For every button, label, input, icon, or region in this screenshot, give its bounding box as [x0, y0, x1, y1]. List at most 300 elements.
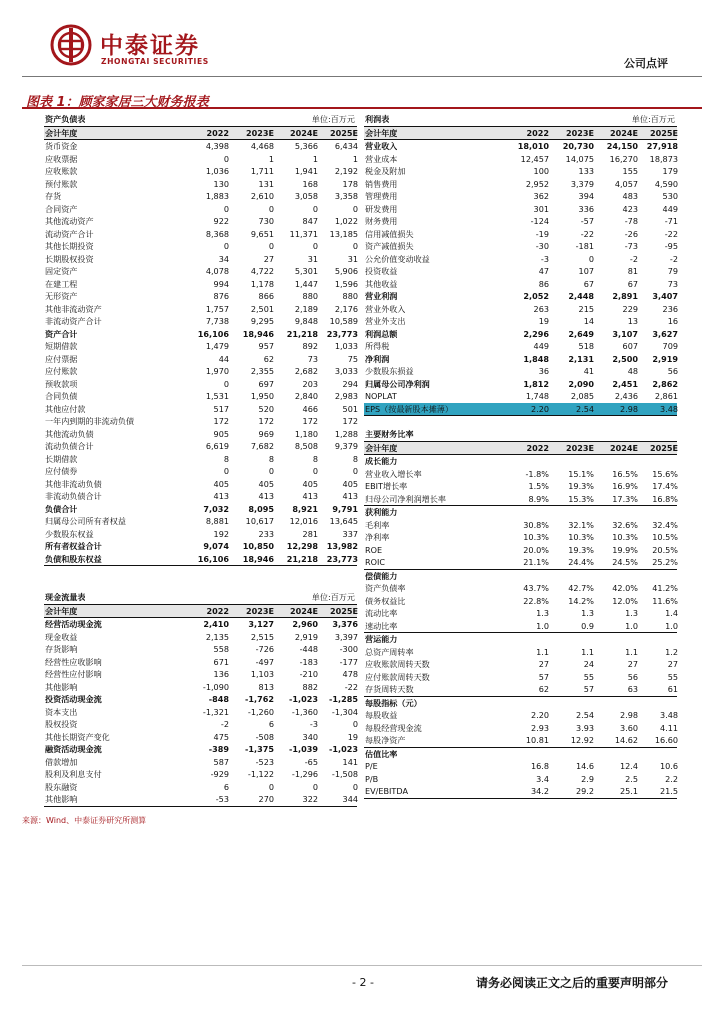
row-value: 61: [667, 684, 678, 694]
row-value: 22.8%: [523, 595, 549, 606]
year-header: 2025E: [649, 442, 678, 453]
row-value: 179: [662, 166, 678, 176]
row-value: 62: [538, 684, 549, 694]
row-value: 301: [533, 203, 549, 214]
row-label: 资产负债率: [365, 583, 406, 593]
year-header: 2023E: [245, 127, 274, 138]
row-value: 19.3%: [568, 481, 594, 491]
row-value: 2,176: [334, 303, 358, 314]
table-bottom-rule: [44, 565, 357, 566]
row-value: 56: [627, 671, 638, 682]
row-value: 4,057: [614, 178, 638, 189]
row-value: 4,398: [205, 141, 229, 151]
row-value: -726: [255, 644, 274, 654]
table-row: [364, 228, 677, 241]
row-value: 2,983: [334, 391, 358, 401]
row-value: 16: [667, 316, 678, 326]
section-row: [364, 455, 677, 468]
row-value: 0: [312, 781, 318, 792]
row-value: 0: [588, 253, 594, 264]
row-value: 215: [578, 303, 594, 314]
row-label: 合同负债: [45, 391, 78, 401]
table-header-row: [364, 126, 677, 141]
row-value: 7,682: [250, 441, 274, 451]
row-value: -1,296: [291, 769, 318, 779]
row-value: 8: [268, 453, 274, 464]
section-row: [364, 505, 677, 519]
row-value: 155: [622, 166, 638, 176]
table-row: [364, 178, 677, 191]
row-value: -2: [669, 253, 678, 264]
row-label: 股东融资: [45, 781, 78, 792]
row-value: 18,873: [649, 153, 678, 164]
row-value: 876: [213, 291, 229, 301]
row-label: 资产合计: [45, 328, 78, 339]
table-row: [364, 519, 677, 532]
row-value: 2,355: [250, 366, 274, 376]
table-row: [44, 153, 357, 166]
row-value: 15.1%: [568, 468, 594, 479]
row-value: 73: [307, 353, 318, 364]
row-value: 0: [312, 466, 318, 476]
table-row: [44, 340, 357, 353]
row-value: 697: [258, 378, 274, 389]
row-value: 1,596: [334, 278, 358, 289]
row-label: 营业收入: [365, 141, 398, 151]
row-label: ROIC: [365, 557, 386, 567]
row-value: 19: [538, 316, 549, 326]
table-row: [364, 328, 677, 341]
row-value: 1.3: [536, 608, 549, 618]
row-value: 18,946: [242, 328, 274, 339]
row-value: 48: [627, 366, 638, 376]
table-row: [44, 756, 357, 769]
row-value: 16,106: [197, 553, 229, 564]
row-value: 1: [352, 153, 358, 164]
row-value: 16.5%: [612, 468, 638, 479]
row-label: EBIT增长率: [365, 481, 408, 491]
row-label: 负债和股东权益: [45, 553, 102, 564]
row-value: -53: [215, 794, 229, 804]
table-row: [364, 153, 677, 166]
row-value: 18,010: [517, 141, 549, 151]
row-value: -210: [299, 669, 318, 679]
row-value: 3.93: [575, 722, 594, 733]
row-value: 47: [538, 266, 549, 276]
section-title: 每股指标（元）: [365, 697, 422, 708]
table-row: [44, 465, 357, 478]
row-value: 413: [258, 491, 274, 501]
row-value: 1,748: [525, 391, 549, 401]
income-and-ratios-table: [364, 113, 677, 799]
table-row: [44, 781, 357, 794]
row-label: 债务权益比: [365, 595, 406, 606]
row-value: 229: [622, 303, 638, 314]
table-row: [44, 718, 357, 731]
row-value: 607: [622, 341, 638, 351]
row-value: 3.48: [659, 710, 678, 720]
row-value: 236: [662, 303, 678, 314]
row-value: -1,762: [245, 694, 274, 704]
row-value: 0: [268, 203, 274, 214]
row-value: 5,906: [334, 266, 358, 276]
table-row: [44, 731, 357, 744]
row-value: 19.9%: [612, 544, 638, 555]
table-row: [44, 303, 357, 316]
document-type: 公司点评: [624, 57, 668, 70]
row-value: 0: [352, 466, 358, 476]
row-label: EPS（按最新股本摊薄）: [365, 403, 453, 414]
row-value: -73: [624, 241, 638, 251]
row-value: 16.60: [654, 735, 678, 745]
table-row: [44, 631, 357, 644]
row-value: 4,468: [250, 141, 274, 151]
table-row: [44, 743, 357, 756]
row-label: 经营性应收影响: [45, 656, 102, 667]
row-value: 922: [213, 216, 229, 226]
year-header: 2024E: [609, 442, 638, 453]
row-label: 存货影响: [45, 644, 78, 654]
row-value: 813: [258, 681, 274, 692]
table-spacer: [364, 416, 677, 428]
row-label: 营业收入增长率: [365, 468, 422, 479]
row-value: 32.6%: [612, 519, 638, 530]
row-label: 流动资产合计: [45, 228, 94, 239]
row-value: 2,436: [614, 391, 638, 401]
row-label: 其他流动资产: [45, 216, 94, 226]
row-value: 2,919: [652, 353, 678, 364]
row-value: 233: [258, 528, 274, 539]
row-value: 192: [213, 528, 229, 539]
row-value: 8.9%: [528, 493, 549, 504]
table-row: [364, 265, 677, 278]
row-value: 558: [213, 644, 229, 654]
row-value: -3: [309, 719, 318, 729]
row-value: -22: [664, 228, 678, 239]
row-value: 14: [583, 316, 594, 326]
row-value: -929: [210, 769, 229, 779]
table-row: [44, 390, 357, 403]
row-value: 8,095: [248, 503, 274, 514]
row-value: 19.3%: [568, 544, 594, 555]
row-value: 1,033: [334, 341, 358, 351]
row-label: 应付账款周转天数: [365, 671, 430, 682]
row-label: 其他影响: [45, 794, 78, 804]
row-value: -181: [575, 241, 594, 251]
table-row: [364, 722, 677, 735]
table-row: [44, 190, 357, 203]
row-value: 483: [622, 191, 638, 201]
row-value: 2.98: [619, 403, 638, 414]
row-label: 净利润: [365, 353, 390, 364]
row-value: 0: [268, 466, 274, 476]
row-label: 应收账款周转天数: [365, 659, 430, 669]
row-value: 32.4%: [652, 519, 678, 530]
table-row: [44, 706, 357, 719]
row-value: 12,298: [286, 541, 318, 551]
row-value: 518: [578, 341, 594, 351]
table-row: [44, 378, 357, 391]
row-value: -389: [208, 744, 229, 754]
row-value: 20.0%: [523, 544, 549, 555]
row-label: 预付账款: [45, 178, 78, 189]
row-label: 货币资金: [45, 141, 78, 151]
table-row: [44, 528, 357, 541]
row-value: 2.2: [665, 773, 678, 784]
row-value: 42.0%: [612, 583, 638, 593]
row-value: 13,645: [329, 516, 358, 526]
row-value: 25.1: [619, 786, 638, 796]
row-label: 税金及附加: [365, 166, 406, 176]
table-row: [364, 785, 677, 798]
row-value: 3,058: [294, 191, 318, 201]
row-label: 无形资产: [45, 291, 78, 301]
row-value: 67: [583, 278, 594, 289]
table-row: [44, 768, 357, 781]
row-value: 1,883: [205, 191, 229, 201]
disclaimer-note: 请务必阅读正文之后的重要声明部分: [475, 976, 668, 990]
row-label: 应收票据: [45, 153, 78, 164]
row-value: 16,106: [197, 328, 229, 339]
table-row: [364, 303, 677, 316]
row-value: 9,651: [250, 228, 274, 239]
row-value: 203: [302, 378, 318, 389]
table-row: [364, 709, 677, 722]
row-value: 337: [342, 528, 358, 539]
row-value: 905: [213, 428, 229, 439]
row-value: 2,919: [294, 631, 318, 642]
brand-name-cn: 中泰证券: [100, 33, 200, 59]
row-value: 1.3: [581, 608, 594, 618]
table-row: [364, 734, 677, 747]
row-label: 每股经营现金流: [365, 722, 422, 733]
row-label: 应付票据: [45, 353, 78, 364]
row-value: 3,376: [332, 619, 358, 629]
row-value: 14.2%: [568, 595, 594, 606]
row-value: 10.6: [659, 761, 678, 771]
table-row: [364, 531, 677, 544]
table-row: [44, 215, 357, 228]
table-title: 现金流量表: [45, 592, 86, 602]
row-label: 固定资产: [45, 266, 78, 276]
row-value: 1,180: [294, 428, 318, 439]
row-value: 141: [342, 756, 358, 767]
row-value: 21.5: [659, 786, 678, 796]
row-value: 3,627: [652, 328, 678, 339]
row-value: 270: [258, 794, 274, 804]
row-label: 所得税: [365, 341, 390, 351]
row-value: 3,379: [570, 178, 594, 189]
row-value: 1,757: [205, 303, 229, 314]
row-value: 0: [352, 241, 358, 251]
row-label: 借款增加: [45, 756, 78, 767]
row-value: 2.93: [530, 722, 549, 733]
header-label: 会计年度: [45, 605, 78, 616]
table-row: [44, 228, 357, 241]
table-row: [44, 693, 357, 706]
row-value: 13: [627, 316, 638, 326]
row-value: 263: [533, 303, 549, 314]
row-value: 27: [263, 253, 274, 264]
year-header: 2022: [206, 127, 229, 138]
row-value: 23,773: [326, 553, 358, 564]
table-row: [44, 290, 357, 303]
row-value: 2,862: [652, 378, 678, 389]
row-value: 100: [533, 166, 549, 176]
row-value: 10.81: [525, 735, 549, 745]
row-value: -1,023: [329, 744, 358, 754]
row-value: 2,840: [294, 391, 318, 401]
row-value: -1,285: [329, 694, 358, 704]
row-value: 10,617: [245, 516, 274, 526]
row-value: 12.0%: [612, 595, 638, 606]
row-value: 6,619: [205, 441, 229, 451]
table-row: [44, 428, 357, 441]
row-value: 24: [583, 659, 594, 669]
row-value: 16.8%: [652, 493, 678, 504]
table-row: [364, 365, 677, 378]
row-label: 其他长期资产变化: [45, 731, 110, 742]
row-value: 1.1: [536, 646, 549, 657]
row-value: 405: [302, 478, 318, 489]
table-row: [44, 503, 357, 516]
table-row: [44, 403, 357, 416]
unit-label: 单位:百万元: [631, 114, 675, 124]
row-label: 总资产周转率: [365, 646, 414, 657]
row-value: 1,103: [250, 669, 274, 679]
table-row: [364, 278, 677, 291]
row-value: -1.8%: [525, 468, 549, 479]
row-value: 0: [352, 719, 358, 729]
row-label: 少数股东损益: [365, 366, 414, 376]
table-row: [364, 165, 677, 178]
row-value: 892: [302, 341, 318, 351]
row-label: 营业外收入: [365, 303, 406, 314]
row-value: 2,861: [654, 391, 678, 401]
row-value: 530: [662, 191, 678, 201]
year-header: 2024E: [289, 605, 318, 616]
table-title-row: [44, 591, 357, 604]
table-row: [364, 468, 677, 481]
section-row: [364, 569, 677, 583]
row-value: 1.1: [625, 646, 638, 657]
row-value: 0.9: [581, 620, 594, 631]
table-row: [364, 582, 677, 595]
row-value: 30.8%: [523, 519, 549, 530]
table-row: [44, 253, 357, 266]
table-row: [364, 215, 677, 228]
row-value: 27: [538, 659, 549, 669]
row-value: 501: [342, 403, 358, 414]
table-row: [364, 544, 677, 557]
row-value: 466: [302, 403, 318, 414]
row-value: 969: [258, 428, 274, 439]
row-value: 2,649: [568, 328, 594, 339]
row-value: 0: [223, 153, 229, 164]
row-value: 130: [213, 178, 229, 189]
row-value: 394: [578, 191, 594, 201]
row-value: 2.20: [530, 710, 549, 720]
table-row: [44, 440, 357, 453]
row-value: 2,052: [523, 291, 549, 301]
row-value: 1,812: [523, 378, 549, 389]
row-value: 994: [213, 278, 229, 289]
year-header: 2022: [526, 442, 549, 453]
row-value: 34: [218, 253, 229, 264]
row-label: 非流动资产合计: [45, 316, 102, 326]
row-value: 18,946: [242, 553, 274, 564]
row-label: 经营活动现金流: [45, 619, 102, 629]
table-row: [44, 165, 357, 178]
table-row: [364, 556, 677, 569]
table-row: [44, 656, 357, 669]
row-value: 178: [342, 178, 358, 189]
row-value: 1.3: [625, 608, 638, 618]
row-value: 34.2: [530, 786, 549, 796]
section-row: [364, 632, 677, 646]
row-label: 归母公司净利润增长率: [365, 493, 446, 504]
table-row: [364, 253, 677, 266]
row-label: 财务费用: [365, 216, 398, 226]
row-value: 413: [302, 491, 318, 501]
row-value: 2,296: [523, 328, 549, 339]
row-value: 671: [213, 656, 229, 667]
row-value: -22: [344, 681, 358, 692]
row-value: 0: [223, 466, 229, 476]
row-value: 55: [667, 671, 678, 682]
row-value: 405: [213, 478, 229, 489]
row-value: 1.5%: [528, 481, 549, 491]
row-label: 投资收益: [365, 266, 398, 276]
year-header: 2024E: [609, 127, 638, 138]
row-value: 42.7%: [568, 583, 594, 593]
row-value: 1.0: [625, 620, 638, 631]
row-label: 研发费用: [365, 203, 398, 214]
table-header-row: [44, 126, 357, 141]
table-title-row: [364, 113, 677, 126]
row-value: 8,921: [292, 503, 318, 514]
row-value: 2.54: [575, 403, 594, 414]
row-label: 其他流动负债: [45, 428, 94, 439]
row-value: 12,016: [289, 516, 318, 526]
row-value: -848: [208, 694, 229, 704]
row-label: 信用减值损失: [365, 228, 414, 239]
year-header: 2025E: [649, 127, 678, 138]
balance-sheet-table: [44, 113, 357, 566]
row-value: 6: [223, 781, 229, 792]
row-value: 8: [352, 453, 358, 464]
row-value: 133: [578, 166, 594, 176]
row-value: 2,610: [250, 191, 274, 201]
row-label: 流动负债合计: [45, 441, 94, 451]
row-value: -448: [299, 644, 318, 654]
row-value: -1,304: [331, 706, 358, 717]
row-value: 2,192: [334, 166, 358, 176]
row-value: 0: [312, 203, 318, 214]
table-row: [364, 607, 677, 620]
table-row: [44, 793, 357, 806]
row-value: 12.4: [619, 761, 638, 771]
row-value: 8,881: [205, 516, 229, 526]
row-label: 归属母公司净利润: [365, 378, 430, 389]
row-value: 10,850: [242, 541, 274, 551]
table-title: 主要财务比率: [365, 429, 414, 439]
row-label: 营业成本: [365, 153, 398, 164]
row-value: 4,078: [205, 266, 229, 276]
row-label: P/B: [365, 773, 379, 784]
row-label: 经营性应付影响: [45, 669, 102, 679]
row-value: 1: [268, 153, 274, 164]
